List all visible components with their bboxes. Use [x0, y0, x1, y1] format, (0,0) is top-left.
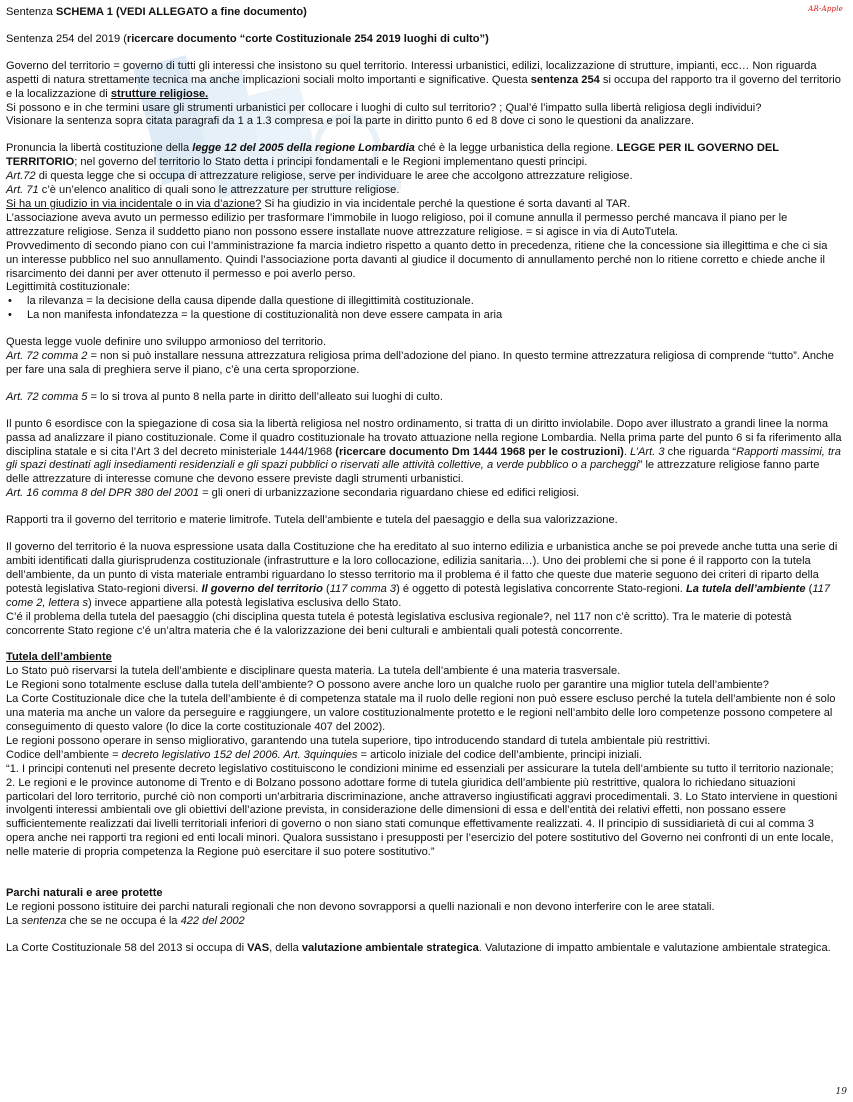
text-run: Provvedimento di secondo piano con cui l’amministrazione fa marcia indietro rispetto a quanto detto in precedenza, ritiene che la concessione sia illegittima e che ci sia un interesse pubblico nel suo annullamento. Quindi l’associazione porta davanti al giudice il documento di annullamento perché non lo ritiene corretto e chiede anche il risarcimento dei danni per aver ottenuto il permesso e poi averlo perso.	[6, 239, 828, 280]
spacer	[6, 860, 842, 887]
spacer	[6, 528, 842, 541]
text-run: 117 comma 3	[329, 582, 397, 595]
handwritten-mark: AR-Apple	[808, 5, 843, 13]
text-run: strutture religiose.	[110, 87, 209, 100]
text-run: La tutela dell’ambiente	[685, 582, 806, 595]
text-run: Codice dell’ambiente =	[6, 748, 122, 761]
text-run: , della	[269, 941, 302, 954]
paragraph-lombardia-1	[6, 142, 842, 170]
paragraph-punto6	[6, 418, 842, 488]
paragraph-art72c2	[6, 350, 842, 378]
text-run: L’associazione aveva avuto un permesso edilizio per trasformare l’immobile in luogo religioso, poi il comune annulla il permesso perché mancava il piano per le attrezzature religiose. Senza il suddetto piano non possono essere installate nuove attrezzature religiose. = si agisce in via di AutoTutela.	[6, 211, 788, 238]
paragraph-tutela-quote	[6, 763, 842, 860]
document-body	[6, 47, 842, 956]
text-run: ché è la legge urbanistica della regione.	[414, 142, 617, 155]
text-run: Governo del territorio = governo di tutti gli interessi che insistono su quel territorio. Interessi urbanistici, edilizi, localizzazione di strutture, impianti, ecc… Non riguarda aspetti di natura strettamente tecnica ma anche implicazioni sociali molto importanti e significative. Questa	[6, 59, 817, 86]
paragraph-tutela-1	[6, 665, 842, 679]
spacer	[6, 47, 842, 60]
text-run: Il governo del territorio	[201, 582, 323, 595]
text-run: Rapporti massimi, tra gli spazi destinati agli insediamenti residenziali e gli spazi pubblici o riservati alle attività collettive, a verde pubblico o a parcheggi	[6, 445, 841, 472]
text-run: Art. 72 comma 2	[6, 350, 88, 363]
paragraph-rapporti	[6, 514, 842, 528]
text-run: Sentenza 254 del 2019 (	[6, 32, 127, 45]
text-run: Il governo del territorio é la nuova espressione usata dalla Costituzione che ha ereditato al suo interno edilizia e urbanistica anche se poi prevede anche tutta una serie di ambiti identificati dalla giurisprudenza costituzionale (infrastrutture e la loro collocazione, edilizia sanitaria…). Uno dei problemi che si pone é il rapporto con la tutela dell’ambiente, da un punto di vista materiale entrambi riguardano lo stesso territorio ma il problema é il fatto che queste due materie seguono dei criteri di riparto della potestà legislativa Stato-regioni diversi.	[6, 541, 838, 595]
text-run: La	[6, 914, 22, 927]
paragraph-lombardia-6	[6, 240, 842, 282]
text-run: ) é oggetto di potestà legislativa concorrente Stato-regioni.	[396, 582, 686, 595]
text-run: Le regioni possono istituire dei parchi naturali regionali che non devono sovrapporsi a quelli nazionali e non devono interferire con le aree statali.	[6, 900, 715, 913]
text-run: L’Art. 3	[630, 445, 665, 458]
text-run: ricercare documento “corte Costituzionale 254 2019 luoghi di culto”)	[126, 32, 489, 45]
text-run: Art. 72 comma 5	[6, 390, 88, 403]
paragraph-tutela-3	[6, 693, 842, 735]
text-run: = gli oneri di urbanizzazione secondaria riguardano chiese ed edifici religiosi.	[199, 487, 580, 500]
text-run: Si ha giudizio in via incidentale perché la questione é sorta davanti al TAR.	[261, 197, 631, 210]
text-run: (	[322, 582, 330, 595]
text-run: Art.72	[6, 170, 36, 183]
paragraph-espressione-1	[6, 541, 842, 611]
list-item-bullet-2	[6, 309, 842, 323]
text-run: sentenza	[21, 914, 67, 927]
paragraph-sviluppo	[6, 336, 842, 350]
spacer	[6, 20, 842, 33]
text-run: Sentenza	[6, 6, 56, 18]
paragraph-lombardia-4	[6, 198, 842, 212]
text-run: .	[623, 445, 631, 458]
header-line-1	[6, 6, 842, 20]
text-run: Parchi naturali e aree protette	[6, 887, 163, 900]
paragraph-legittimita	[6, 281, 842, 295]
text-run: che se ne occupa é la	[66, 914, 181, 927]
paragraph-lombardia-2	[6, 170, 842, 184]
paragraph-parchi-2	[6, 915, 842, 929]
text-run: si occupa del rapporto tra il governo del territorio e la localizzazione di	[6, 73, 841, 100]
text-run: Le regioni possono operare in senso migliorativo, garantendo una tutela superiore, tipo introducendo standard di tutela ambientale più restrittivi.	[6, 734, 711, 747]
text-run: la rilevanza = la decisione della causa dipende dalla questione di illegittimità costituzionale.	[27, 295, 474, 308]
paragraph-parchi-heading	[6, 887, 842, 901]
paragraph-vas	[6, 942, 842, 956]
text-run: “1. I principi contenuti nel presente decreto legislativo costituiscono le condizioni minime ed essenziali per assicurare la tutela dell’ambiente su tutto il territorio nazionale; 2. Le regioni e le province autonome di Trento e di Bolzano possono adottare forme di tutela giuridica dell’ambiente più restrittive, qualora lo richiedano situazioni particolari del loro territorio, purché ciò non comporti un’arbitraria discriminazione, anche attraverso ingiustificati aggravi procedimentali. 3. Lo Stato interviene in questioni involgenti interessi ambientali ove gli obiettivi dell’azione prevista, in considerazione delle dimensioni di essa e dell’entità dei relativi effetti, non possano essere sufficientemente realizzati dai livelli territoriali inferiori di governo o non siano stati comunque effettivamente realizzati. 4. Il principio di sussidiarietà di cui al comma 3 opera anche nei rapporti tra regioni ed enti locali minori. Qualora sussistano i presupposti per l’esercizio del potere sostitutivo del Governo nei confronti di un ente locale, nelle materie di propria competenza la Regione può esercitare il suo potere sostitutivo.”	[6, 762, 838, 859]
text-run: Legittimità costituzionale:	[6, 281, 130, 294]
text-run: = lo si trova al punto 8 nella parte in diritto dell’alleato sui luoghi di culto.	[87, 390, 443, 403]
text-run: . Valutazione di impatto ambientale e valutazione ambientale strategica.	[478, 941, 831, 954]
document-page	[6, 6, 842, 956]
text-run: VAS	[247, 941, 270, 954]
text-run: di questa legge che si occupa di attrezzature religiose, serve per individuare le aree che accolgono attrezzature religiose.	[35, 170, 633, 183]
text-run: La non manifesta infondatezza = la questione di costituzionalità non deve essere campata in aria	[27, 309, 503, 322]
paragraph-tutela-2	[6, 679, 842, 693]
paragraph-tutela-heading	[6, 651, 842, 665]
text-run: sentenza 254	[530, 73, 600, 86]
text-run: Tutela dell’ambiente	[6, 651, 112, 664]
spacer	[6, 323, 842, 336]
text-run: (	[805, 582, 813, 595]
spacer	[6, 501, 842, 514]
text-run: c’è un’elenco analitico di quali sono le attrezzature per strutture religiose.	[38, 184, 400, 197]
text-run: Pronuncia la libertà costituzione della	[6, 142, 193, 155]
text-run: Lo Stato può riservarsi la tutela dell’ambiente e disciplinare questa materia. La tutela dell’ambiente é una materia trasversale.	[6, 665, 621, 678]
text-run: Art. 16 comma 8 del DPR 380 del 2001	[6, 487, 200, 500]
text-run: Visionare la sentenza sopra citata paragrafi da 1 a 1.3 compresa e poi la parte in diritto punto 6 ed 8 dove ci sono le questioni da analizzare.	[6, 115, 695, 128]
text-run: C’é il problema della tutela del paesaggio (chi disciplina questa tutela é potestà legislativa esclusiva regionale?, nel 117 non c’è scritto). Tra le materie di potestà concorrente Stato regione c’é un’altra materia che é la valorizzazione dei beni culturali e ambientali quali potestà concorrente.	[6, 610, 792, 637]
spacer	[6, 929, 842, 942]
paragraph-art16	[6, 487, 842, 501]
text-run: LEGGE PER IL GOVERNO DEL TERRITORIO	[6, 142, 779, 169]
text-run: ” le attrezzature religiose fanno parte delle attrezzature di interesse comune che devono essere previste dagli strumenti urbanistici.	[6, 459, 820, 486]
text-run: Il punto 6 esordisce con la spiegazione di cosa sia la libertà religiosa nel nostro ordinamento, si tratta di un diritto inviolabile. Dopo aver illustrato a grandi linee la norma passa ad analizzare il piano costituzionale. Come il quadro costituzionale ha trovato attuazione nella regione Lombardia. Nella prima parte del punto 6 si fa riferimento alla disciplina statale e si cita l’Art 3 del decreto ministeriale 1444/1968	[6, 417, 842, 458]
text-run: 422 del 2002	[180, 914, 245, 927]
text-run: decreto legislativo 152 del 2006. Art. 3quinquies	[121, 748, 358, 761]
text-run: che riguarda “	[664, 445, 737, 458]
text-run: = non si può installare nessuna attrezzatura religiosa prima dell’adozione del piano. In questo termine attrezzatura religiosa di comprende “tutto”. Anche per fare una sala di preghiera serve il piano, c’è una certa sproporzione.	[6, 350, 834, 376]
text-run: legge 12 del 2005 della regione Lombardia	[192, 142, 415, 155]
text-run: Questa legge vuole definire uno sviluppo armonioso del territorio.	[6, 336, 327, 349]
paragraph-governo-2	[6, 102, 842, 116]
text-run: Le Regioni sono totalmente escluse dalla tutela dell’ambiente? O possono avere anche loro un qualche ruolo per garantire una miglior tutela dell’ambiente?	[6, 679, 769, 692]
header-line-2	[6, 33, 842, 47]
list-item-bullet-1	[6, 295, 842, 309]
text-run: Si possono e in che termini usare gli strumenti urbanistici per collocare i luoghi di culto sul territorio? ; Qual’é l’impatto sulla libertà religiosa degli individui?	[6, 101, 762, 114]
text-run: valutazione ambientale strategica	[301, 941, 479, 954]
spacer	[6, 378, 842, 391]
paragraph-governo-3	[6, 115, 842, 129]
paragraph-lombardia-3	[6, 184, 842, 198]
spacer	[6, 129, 842, 142]
paragraph-tutela-5	[6, 749, 842, 763]
text-run: SCHEMA 1 (VEDI ALLEGATO a fine documento)	[55, 6, 307, 18]
text-run: = articolo iniziale del codice dell’ambiente, principi iniziali.	[357, 748, 643, 761]
text-run: La Corte Costituzionale dice che la tutela dell’ambiente é di competenza statale ma il ruolo delle regioni non può essere escluso perché la tutela dell’ambiente non é solo una materia ma anche un valore da perseguire e raggiungere, un valore costituzionalmente protetto e le regioni nell’ambito delle loro competenze possono competere al conseguimento di questo valore (lo dice la corte costituzionale 407 del 2002).	[6, 693, 836, 733]
text-run: (ricercare documento Dm 1444 1968 per le costruzioni)	[335, 445, 624, 458]
paragraph-tutela-4	[6, 735, 842, 749]
paragraph-art72c5	[6, 391, 842, 405]
spacer	[6, 405, 842, 418]
paragraph-parchi-1	[6, 901, 842, 915]
spacer	[6, 638, 842, 651]
paragraph-lombardia-5	[6, 212, 842, 240]
page-number: 19	[835, 1087, 847, 1098]
paragraph-espressione-2	[6, 611, 842, 639]
text-run: La Corte Costituzionale 58 del 2013 si occupa di	[6, 941, 248, 954]
text-run: Rapporti tra il governo del territorio e materie limitrofe. Tutela dell’ambiente e tutela del paesaggio e della sua valorizzazione.	[6, 514, 618, 527]
paragraph-governo-1	[6, 60, 842, 102]
text-run: ) invece appartiene alla potestà legislativa esclusiva dello Stato.	[88, 596, 402, 609]
text-run: Si ha un giudizio in via incidentale o in via d’azione?	[6, 197, 262, 210]
text-run: Art. 71	[6, 184, 39, 197]
text-run: 117 come 2, lettera s	[6, 582, 830, 609]
text-run: ; nel governo del territorio lo Stato detta i principi fondamentali e le Regioni implementano questi principi.	[74, 156, 588, 169]
